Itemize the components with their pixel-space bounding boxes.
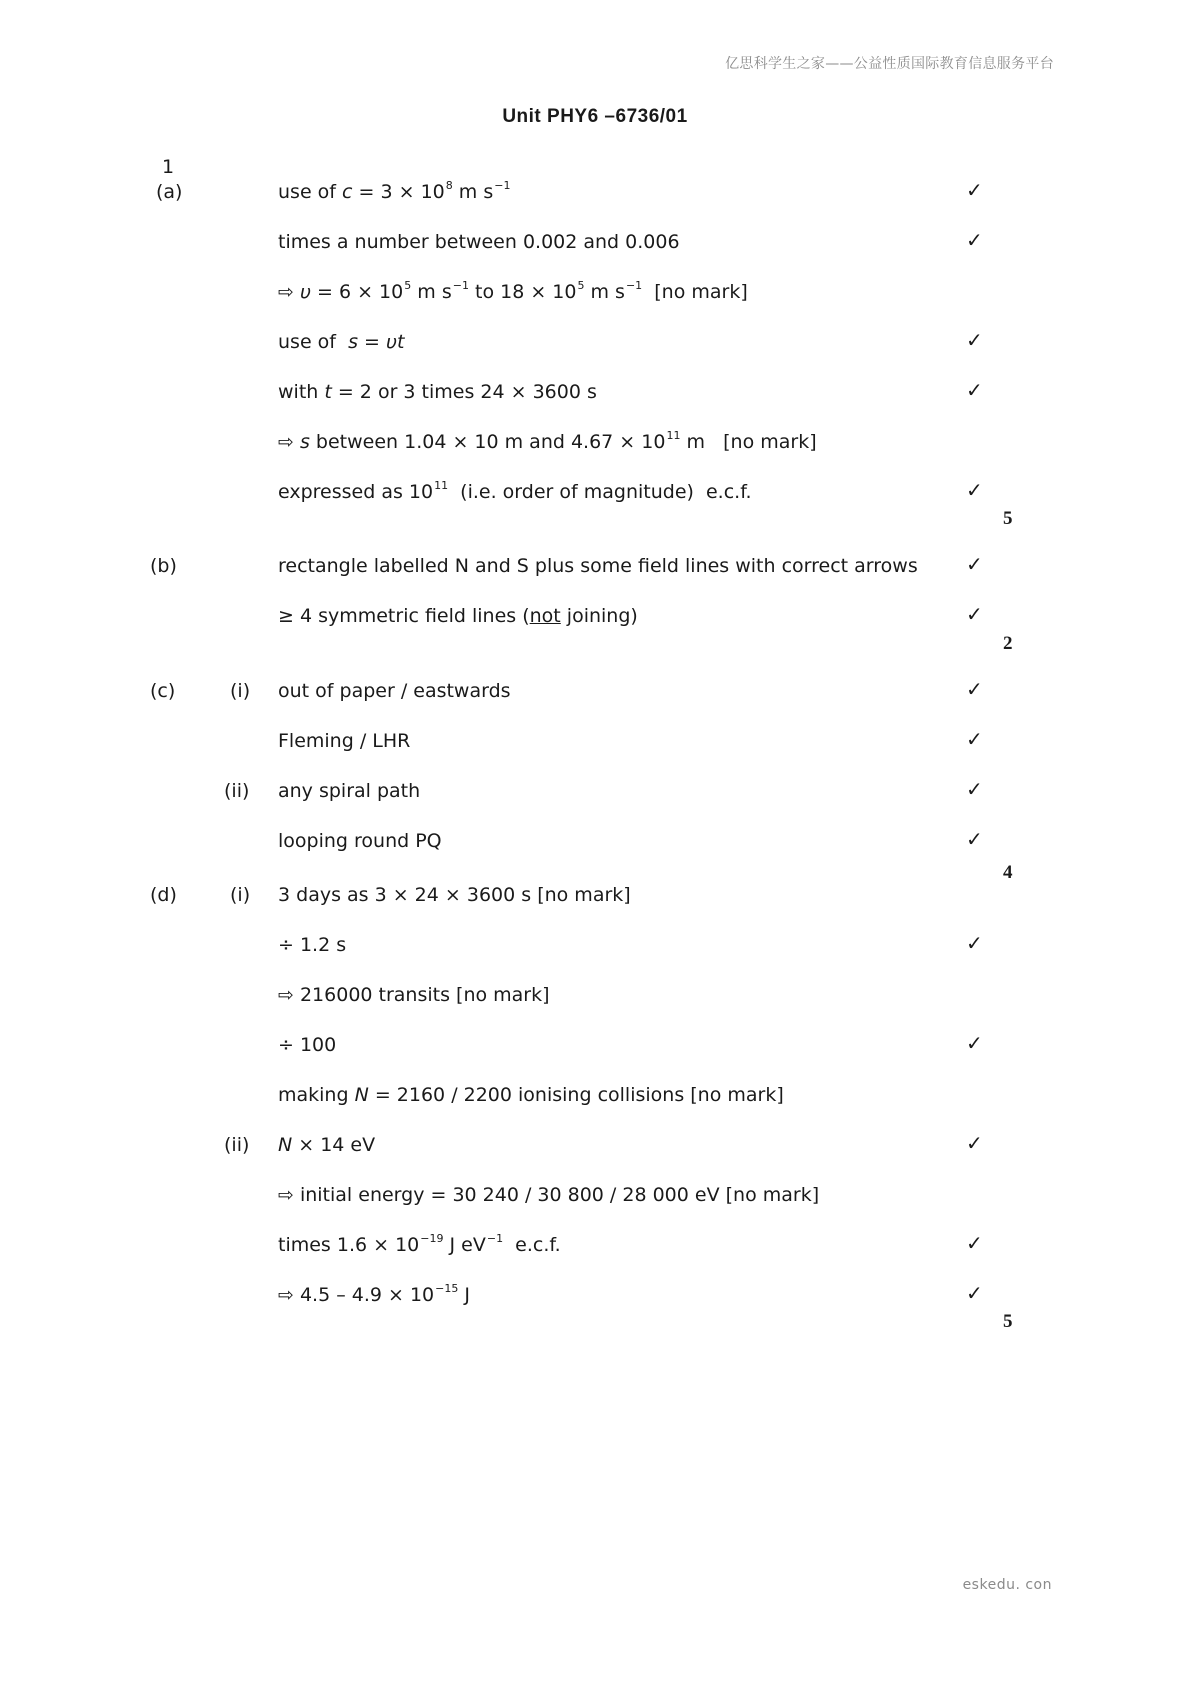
part-a-label: (a) (156, 181, 183, 203)
tick-mark: ✓ (966, 178, 983, 202)
part-d-label: (d) (150, 884, 177, 906)
answer-line-c4: looping round PQ (278, 830, 442, 852)
site-header: 亿思科学生之家——公益性质国际教育信息服务平台 (725, 56, 1054, 72)
answer-line-c3: any spiral path (278, 780, 421, 802)
answer-line-c1: out of paper / eastwards (278, 680, 511, 702)
answer-line-d3: ⇨ 216000 transits [no mark] (278, 984, 550, 1006)
answer-line-c2: Fleming / LHR (278, 730, 411, 752)
answer-line-a2: times a number between 0.002 and 0.006 (278, 231, 680, 253)
answer-line-d2: ÷ 1.2 s (278, 934, 347, 956)
answer-line-d9: ⇨ $4.5 - 4.9 \times 10^{-15}$ J (278, 1282, 471, 1306)
answer-line-d6: N × 14 eV (278, 1134, 376, 1156)
total-c: 4 (1003, 862, 1013, 883)
part-d-i-label: (i) (230, 884, 251, 906)
answer-line-b2: ≥ 4 symmetric field lines (not joining) (278, 605, 638, 627)
tick-mark: ✓ (966, 677, 983, 701)
total-d: 5 (1003, 1311, 1013, 1332)
answer-line-a7: expressed as $10^{11}$ (i.e. order of magnitude) e.c.f. (278, 479, 752, 503)
answer-line-a5: with t = 2 or 3 times 24 × 3600 s (278, 381, 597, 403)
tick-mark: ✓ (966, 378, 983, 402)
answer-line-b1: rectangle labelled N and S plus some field lines with correct arrows (278, 555, 918, 577)
tick-mark: ✓ (966, 1131, 983, 1155)
answer-line-a6: ⇨ s between 1.04 × 10 m and $4.67 \times 10^{11}$ m [no mark] (278, 429, 817, 453)
part-c-ii-label: (ii) (224, 780, 250, 802)
answer-line-d4: ÷ 100 (278, 1034, 337, 1056)
tick-mark: ✓ (966, 228, 983, 252)
tick-mark: ✓ (966, 328, 983, 352)
answer-line-a1: use of $c = 3 \times 10^8$ m $s^{-1}$ (278, 179, 511, 203)
tick-mark: ✓ (966, 931, 983, 955)
tick-mark: ✓ (966, 478, 983, 502)
part-c-i-label: (i) (230, 680, 251, 702)
answer-line-a3: ⇨ $\upsilon = 6 \times 10^5$ m $s^{-1}$ to $18 \times 10^5$ m $s^{-1}$ [no mark] (278, 279, 748, 303)
answer-line-a4: use of s = υt (278, 331, 405, 353)
tick-mark: ✓ (966, 727, 983, 751)
total-a: 5 (1003, 508, 1013, 529)
tick-mark: ✓ (966, 777, 983, 801)
tick-mark: ✓ (966, 1031, 983, 1055)
tick-mark: ✓ (966, 827, 983, 851)
answer-line-d1: 3 days as 3 × 24 × 3600 s [no mark] (278, 884, 631, 906)
tick-mark: ✓ (966, 552, 983, 576)
total-b: 2 (1003, 633, 1013, 654)
answer-line-d7: ⇨ initial energy = 30 240 / 30 800 / 28 000 eV [no mark] (278, 1184, 820, 1206)
part-c-label: (c) (150, 680, 176, 702)
site-footer: eskedu. con (962, 1577, 1052, 1593)
tick-mark: ✓ (966, 1231, 983, 1255)
part-b-label: (b) (150, 555, 177, 577)
part-d-ii-label: (ii) (224, 1134, 250, 1156)
answer-line-d8: times $1.6 \times 10^{-19}$ J $eV^{-1}$ e.c.f. (278, 1232, 561, 1256)
answer-line-d5: making N = 2160 / 2200 ionising collisions [no mark] (278, 1084, 784, 1106)
tick-mark: ✓ (966, 1281, 983, 1305)
question-number: 1 (162, 156, 175, 178)
page-title: Unit PHY6 –6736/01 (502, 106, 688, 127)
tick-mark: ✓ (966, 602, 983, 626)
